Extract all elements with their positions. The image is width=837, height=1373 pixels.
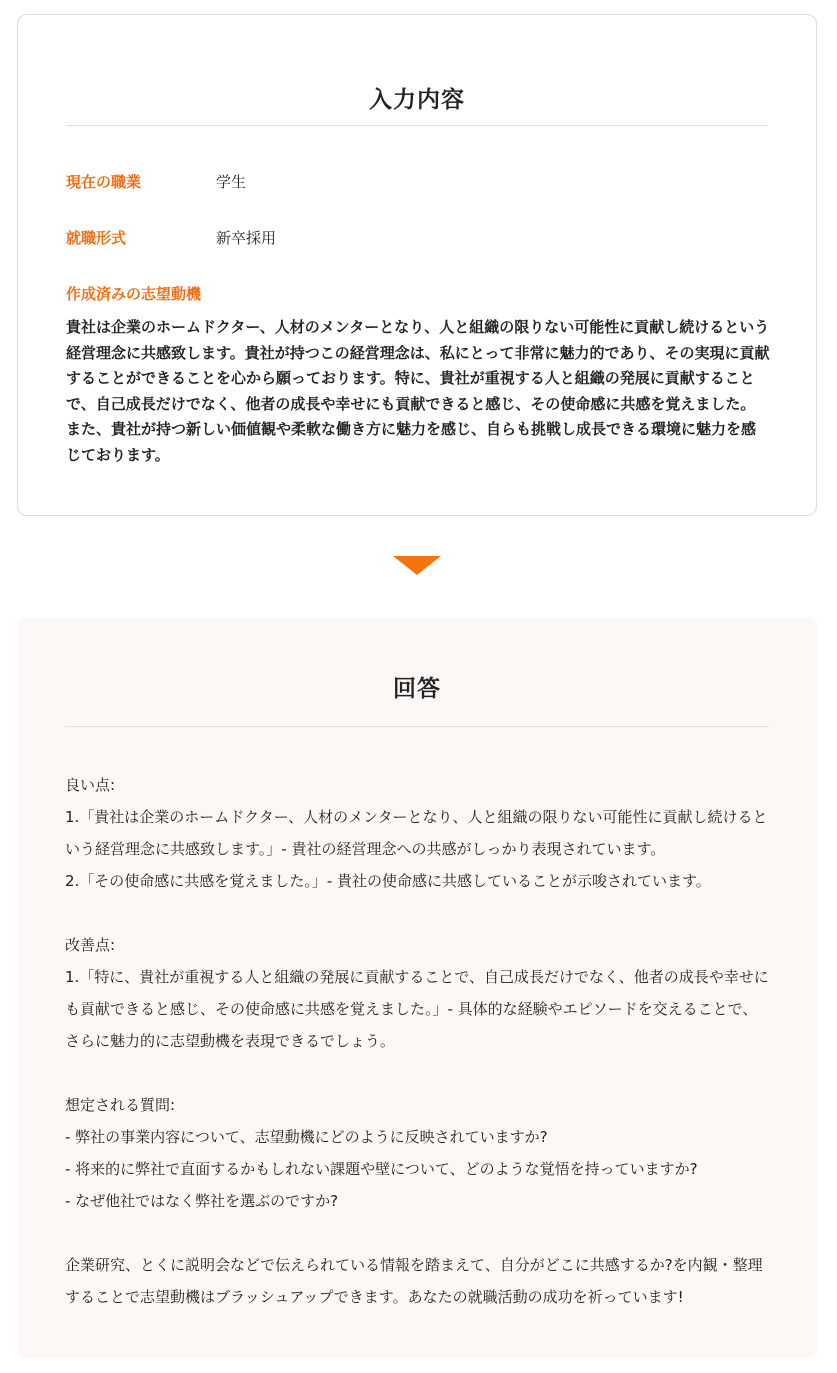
question-item: - 弊社の事業内容について、志望動機にどのように反映されていますか? — [65, 1128, 548, 1146]
employment-type-label: 就職形式 — [66, 229, 127, 247]
title-divider — [65, 726, 769, 727]
current-occupation-label: 現在の職業 — [66, 173, 142, 191]
question-item: - なぜ他社ではなく弊社を選ぶのですか? — [65, 1192, 339, 1210]
closing-message: 企業研究、とくに説明会などで伝えられている情報を踏まえて、自分がどこに共感するか?を内観・整理することで志望動機はブラッシュアップできます。あなたの就職活動の成功を祈っています! — [65, 1256, 763, 1306]
employment-type-value: 新卒採用 — [216, 229, 277, 247]
improve-point-item: 1.「特に、貴社が重視する人と組織の発展に貢献することで、自己成長だけでなく、他者の成長や幸せにも貢献できると感じ、その使命感に共感を覚えました。」- 具体的な経験やエピソードを交えることで、さらに魅力的に志望動機を表現できるでしょう。 — [65, 968, 769, 1050]
good-point-item: 1.「貴社は企業のホームドクター、人材のメンターとなり、人と組織の限りない可能性に貢献し続けるという経営理念に共感致します。」- 貴社の経営理念への共感がしっかり表現されています。 — [65, 808, 768, 858]
improve-points-heading: 改善点: — [65, 936, 116, 954]
expected-questions-heading: 想定される質問: — [65, 1096, 176, 1114]
input-content-title: 入力内容 — [369, 87, 465, 113]
arrow-down-icon — [393, 556, 441, 575]
answer-body — [65, 769, 769, 1313]
created-motive-text: 貴社は企業のホームドクター、人材のメンターとなり、人と組織の限りない可能性に貢献し続けるという経営理念に共感致します。貴社が持つこの経営理念は、私にとって非常に魅力的であり、その実現に貢献することができることを心から願っております。特に、貴社が重視する人と組織の発展に貢献することで、自己成長だけでなく、他者の成長や幸せにも貢献できると感じ、その使命感に共感を覚えました。また、貴社が持つ新しい価値観や柔軟な働き方に魅力を感じ、自らも挑戦し成長できる環境に魅力を感じております。 — [66, 318, 770, 464]
input-content-card — [17, 14, 817, 516]
question-item: - 将来的に弊社で直面するかもしれない課題や壁について、どのような覚悟を持っていますか? — [65, 1160, 698, 1178]
good-points-heading: 良い点: — [65, 776, 116, 794]
title-divider — [66, 125, 768, 126]
answer-title: 回答 — [393, 676, 441, 702]
created-motive-label: 作成済みの志望動機 — [66, 285, 202, 303]
answer-card — [17, 617, 817, 1358]
current-occupation-value: 学生 — [216, 173, 247, 191]
good-point-item: 2.「その使命感に共感を覚えました。」- 貴社の使命感に共感していることが示唆されています。 — [65, 872, 711, 890]
